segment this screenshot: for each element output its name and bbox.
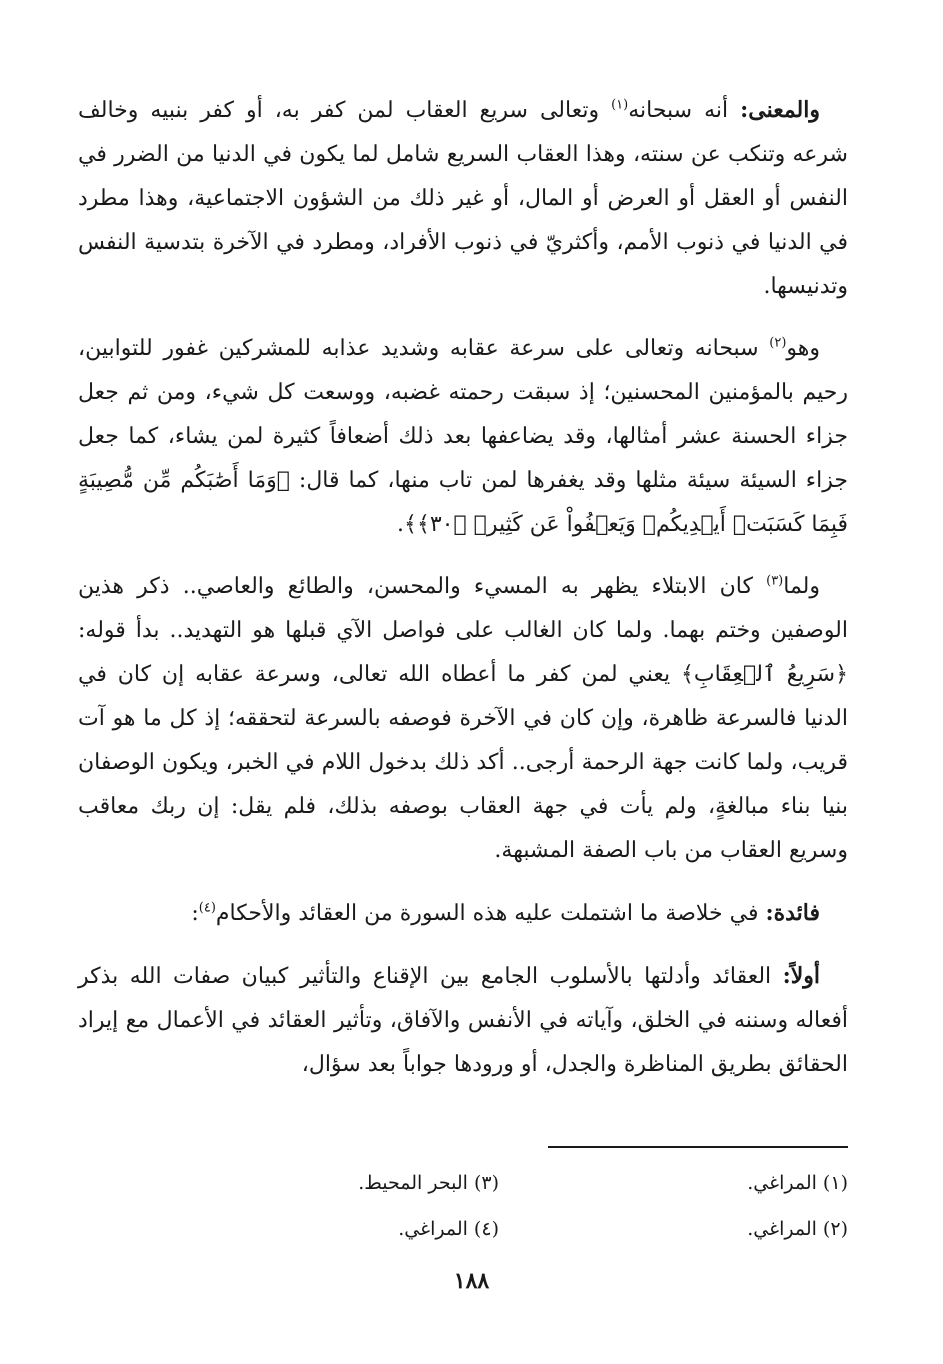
paragraph-text: . <box>397 512 405 537</box>
footnote-item: (١) المراغي. <box>747 1172 848 1194</box>
quran-verse: ﴿سَرِيعُ ٱلۡعِقَابِ﴾ <box>680 662 848 687</box>
paragraph-benefit <box>78 891 848 936</box>
quran-verse: ﴿وَمَا أَصَٰبَكُم مِّن مُّصِيبَةٍ فَبِمَا كَسَبَتۡ أَيۡدِيكُمۡ وَيَعۡفُواْ عَن كَثِيرٖ ﴿٣٠﴾﴾ <box>78 468 848 537</box>
footnotes <box>150 1160 848 1252</box>
paragraph-first-point <box>78 954 848 1087</box>
footnote-ref[interactable]: (٤) <box>198 900 216 916</box>
paragraph-mercy <box>78 327 848 547</box>
paragraph-lead: فائدة: <box>765 900 820 926</box>
paragraph-lead: أولاً: <box>782 963 820 989</box>
paragraph-text: أنه سبحانه <box>628 98 741 123</box>
paragraph-text: وتعالى سريع العقاب لمن كفر به، أو كفر بنبيه وخالف شرعه وتنكب عن سنته، وهذا العقاب السريع شامل لما يكون في الدنيا من الضرر في النفس أو العقل أو العرض أو المال، أو غير ذلك من الشؤون الاجتماعية، وهذا مطرد في الدنيا في ذنوب الأمم، وأكثريّ في ذنوب الأفراد، ومطرد في الآخرة بتدسية النفس وتدنيسها. <box>78 98 849 299</box>
footnote-ref[interactable]: (٣) <box>766 573 784 589</box>
page-body <box>78 88 848 1105</box>
footnote-item: (٣) البحر المحيط. <box>358 1172 499 1194</box>
paragraph-meaning <box>78 88 848 309</box>
footnote-row <box>150 1160 848 1206</box>
paragraph-text: يعني لمن كفر ما أعطاه الله تعالى، وسرعة عقابه إن كان في الدنيا فالسرعة ظاهرة، وإن كان في الآخرة فوصفه بالسرعة لتحققه؛ إذ كل ما هو آت قريب، ولما كانت جهة الرحمة أرجى.. أكد ذلك بدخول اللام في الخبر، ويكون الوصفان بنيا بناء مبالغةٍ، ولم يأت في جهة العقاب بوصفه بذلك، فلم يقل: إن ربك معاقب وسريع العقاب من باب الصفة المشبهة. <box>78 662 848 863</box>
paragraph-text: العقائد وأدلتها بالأسلوب الجامع بين الإقناع والتأثير كبيان صفات الله بذكر أفعاله وسننه في الخلق، وآياته في الأنفس والآفاق، وتأثير العقائد في الأعمال مع إيراد الحقائق بطريق المناظرة والجدل، أو ورودها جواباً بعد سؤال، <box>78 964 849 1077</box>
paragraph-text: وهو <box>786 336 820 361</box>
footnote-divider <box>548 1146 848 1148</box>
page-number: ١٨٨ <box>453 1268 490 1294</box>
paragraph-text: سبحانه وتعالى على سرعة عقابه وشديد عذابه للمشركين غفور للتوابين، رحيم بالمؤمنين المحسنين؛ إذ سبقت رحمته غضبه، ووسعت كل شيء، ومن ثم جعل جزاء الحسنة عشر أمثالها، وقد يضاعفها بعد ذلك أضعافاً كثيرة لمن يشاء، كما جعل جزاء السيئة سيئة مثلها وقد يغفرها لمن تاب منها، كما قال: <box>78 336 849 493</box>
paragraph-text: ولما <box>783 574 820 599</box>
paragraph-lead: والمعنى: <box>740 97 820 123</box>
paragraph-text: في خلاصة ما اشتملت عليه هذه السورة من العقائد والأحكام <box>215 901 766 926</box>
footnote-item: (٢) المراغي. <box>747 1218 848 1240</box>
footnote-ref[interactable]: (٢) <box>769 335 787 351</box>
paragraph-trial <box>78 565 848 873</box>
footnote-item: (٤) المراغي. <box>398 1218 499 1240</box>
footnote-row <box>150 1206 848 1252</box>
paragraph-text: كان الابتلاء يظهر به المسيء والمحسن، والطائع والعاصي.. ذكر هذين الوصفين وختم بهما. ولما كان الغالب على فواصل الآي قبلها هو التهديد.. بدأ قوله: <box>78 574 848 643</box>
footnote-ref[interactable]: (١) <box>611 97 629 113</box>
paragraph-text: : <box>191 901 199 926</box>
